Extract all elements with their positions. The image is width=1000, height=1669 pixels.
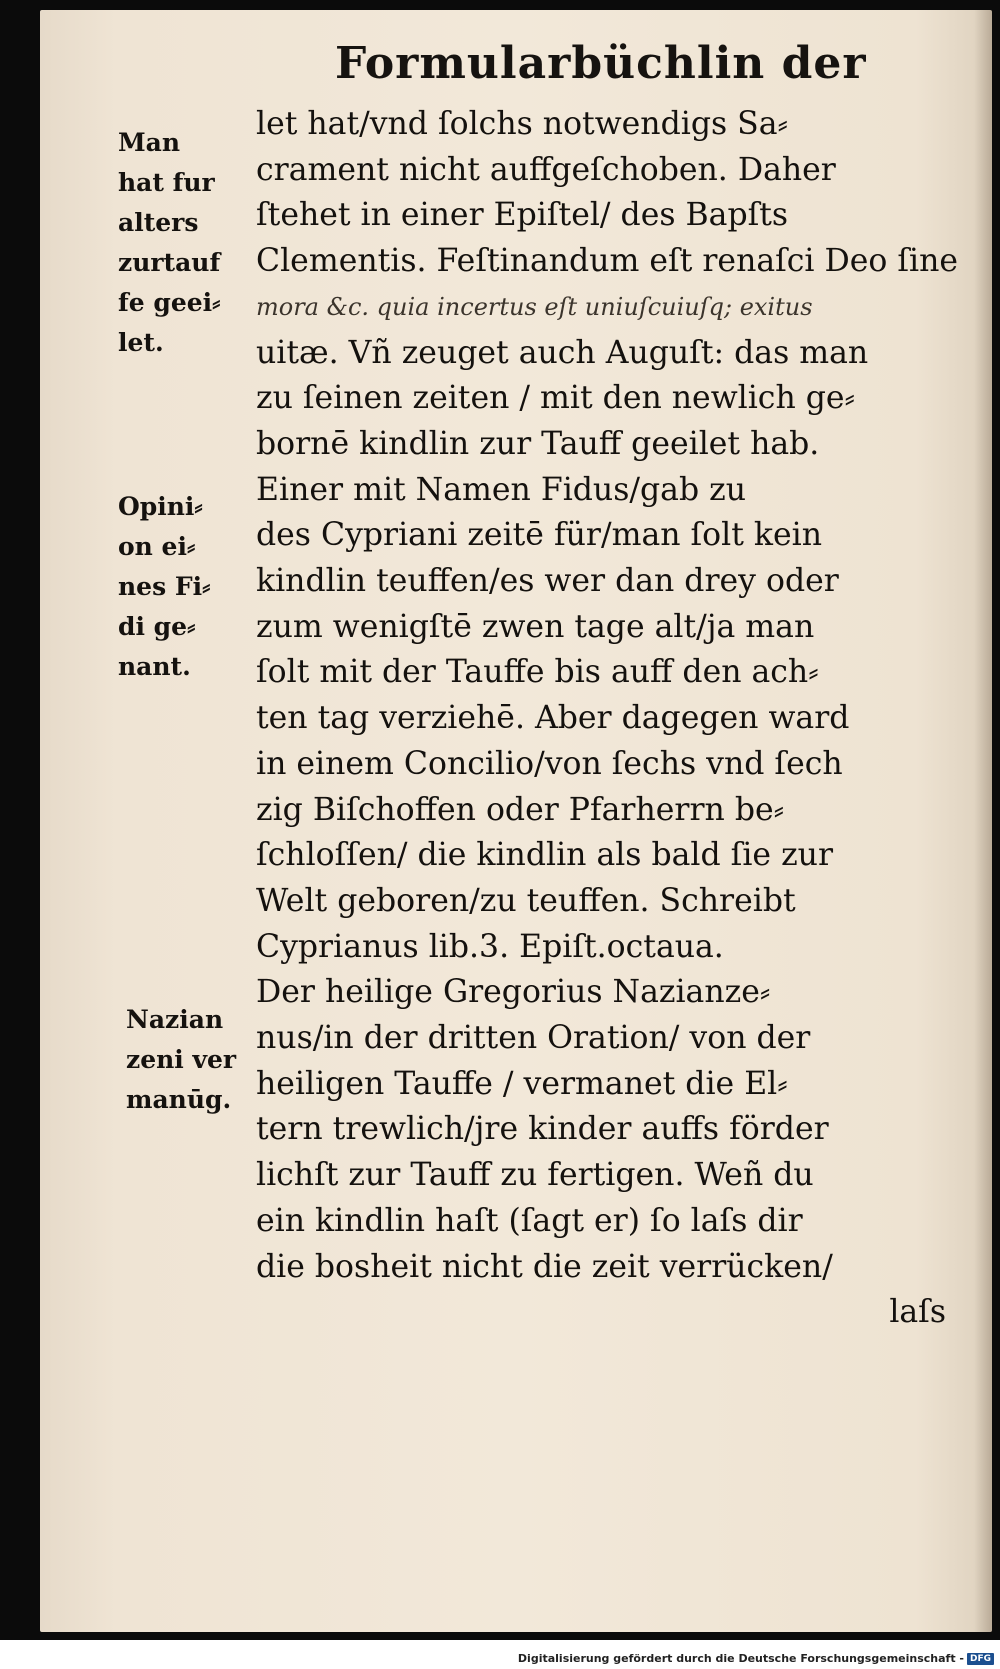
catchword: laſs [889, 1294, 946, 1331]
text-line: Einer mit Namen Fidus/gab zu [256, 471, 747, 508]
text-line: crament nicht auffgeſchoben. Daher [256, 151, 836, 188]
text-line: Welt geboren/zu teuffen. Schreibt [256, 882, 796, 919]
marginal-note-3 [126, 1000, 256, 1120]
text-line: ten tag verziehē. Aber dagegen ward [256, 700, 850, 737]
text-line: uitæ. Vñ zeuget auch Auguſt: das man [256, 334, 869, 371]
text-line: ſtehet in einer Epiſtel/ des Bapſts [256, 197, 789, 234]
marginal-note-line: nant. [118, 652, 191, 681]
text-line: zum wenigſtē zwen tage alt/ja man [256, 608, 815, 645]
text-line: nus/in der dritten Oration/ von der [256, 1020, 811, 1057]
credit-text: Digitalisierung gefördert durch die Deutsche Forschungsgemeinschaft - [517, 1652, 964, 1665]
marginal-note-line: Opini⸗ [118, 492, 203, 521]
text-line: ſolt mit der Tauffe bis auff den ach⸗ [256, 654, 819, 691]
text-line: in einem Concilio/von ſechs vnd ſech [256, 745, 843, 782]
marginal-note-1 [118, 123, 248, 363]
text-line: kindlin teuffen/es wer dan drey oder [256, 563, 839, 600]
text-line: ein kindlin haſt (ſagt er) ſo laſs dir [256, 1202, 803, 1239]
marginal-note-line: manūg. [126, 1085, 232, 1114]
marginal-note-line: on ei⸗ [118, 532, 196, 561]
marginal-note-line: Man [118, 128, 181, 157]
text-line: bornē kindlin zur Tauff geeilet hab. [256, 425, 820, 462]
marginal-note-line: nes Fi⸗ [118, 572, 211, 601]
marginal-note-line: zurtauf [118, 248, 221, 277]
body-text [256, 102, 959, 1336]
marginal-note-line: zeni ver [126, 1045, 237, 1074]
text-line: tern trewlich/jre kinder auffs förder [256, 1111, 829, 1148]
marginal-note-line: alters [118, 208, 199, 237]
marginal-note-line: let. [118, 328, 164, 357]
latin-quote-line: mora &c. quia incertus eſt uniuſcuiuſq; exitus [256, 292, 813, 321]
dfg-logo: DFG [967, 1653, 994, 1665]
text-line: des Cypriani zeitē für/man ſolt kein [256, 517, 822, 554]
text-line: ſchloſſen/ die kindlin als bald ſie zur [256, 837, 834, 874]
marginal-note-2 [118, 487, 248, 687]
text-line: Clementis. Feſtinandum eſt renaſci Deo ſine [256, 243, 959, 280]
text-line: lichſt zur Tauff zu fertigen. Weñ du [256, 1157, 814, 1194]
text-line: zig Biſchoffen oder Pfarherrn be⸗ [256, 791, 785, 828]
marginal-note-line: Nazian [126, 1005, 224, 1034]
marginal-note-line: hat fur [118, 168, 215, 197]
text-line: zu ſeinen zeiten / mit den newlich ge⸗ [256, 380, 856, 417]
text-line: heiligen Tauffe / vermanet die El⸗ [256, 1065, 788, 1102]
marginal-note-line: fe geei⸗ [118, 288, 221, 317]
running-title: Formularbüchlin der [335, 38, 867, 89]
marginal-note-line: di ge⸗ [118, 612, 196, 641]
text-line: die bosheit nicht die zeit verrücken/ [256, 1248, 833, 1285]
digitization-credit [518, 1652, 994, 1665]
text-line: Cyprianus lib.3. Epiſt.octaua. [256, 928, 724, 965]
text-line: let hat/vnd ſolchs notwendigs Sa⸗ [256, 106, 789, 142]
text-line: Der heilige Gregorius Nazianze⸗ [256, 974, 771, 1011]
